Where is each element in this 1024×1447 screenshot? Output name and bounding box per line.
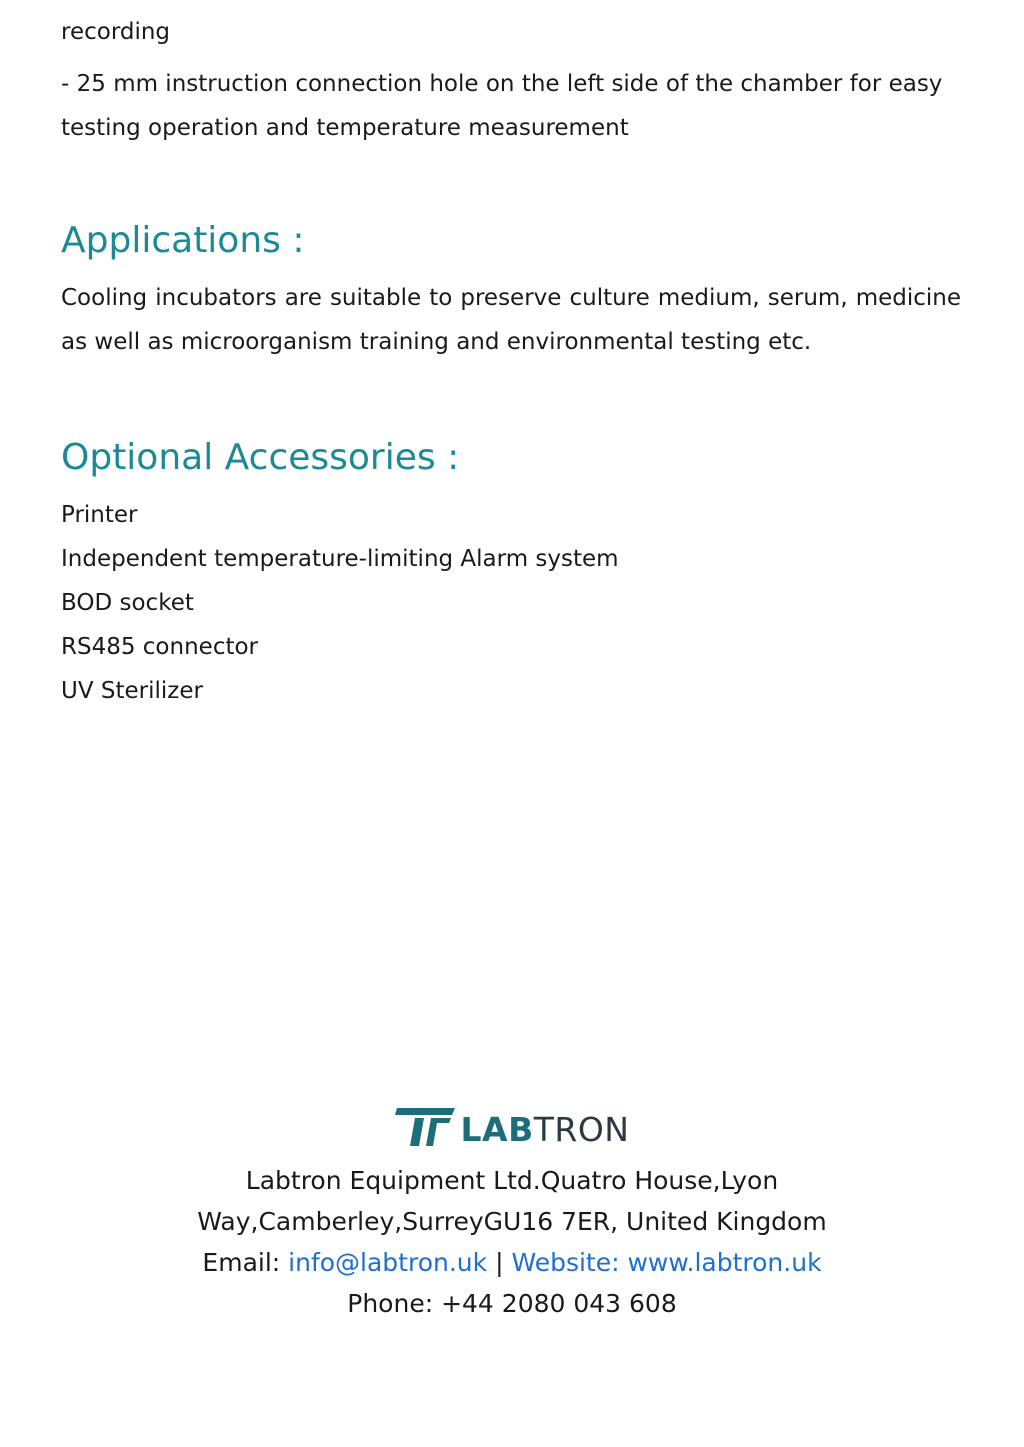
company-footer [0, 1100, 1024, 1324]
accessory-item: BOD socket [61, 590, 194, 616]
accessories-list [61, 493, 961, 713]
feature-recording-line: recording [61, 19, 171, 45]
applications-heading: Applications : [61, 220, 305, 261]
applications-text: Cooling incubators are suitable to preserve culture medium, serum, medicine as well as microorganism training and environmental testing etc. [61, 285, 961, 355]
accessory-item: Printer [61, 502, 138, 528]
address-line-1: Labtron Equipment Ltd.Quatro House,Lyon [245, 1166, 779, 1195]
main-content [61, 10, 961, 713]
logo-wordmark [461, 1112, 630, 1148]
labtron-logo [395, 1100, 630, 1148]
logo-wordmark-bold: LAB [460, 1110, 534, 1149]
logo-wordmark-rest: TRON [533, 1110, 630, 1149]
phone-line: Phone: +44 2080 043 608 [347, 1289, 677, 1318]
contact-line [0, 1242, 1024, 1283]
optional-accessories-heading: Optional Accessories : [61, 437, 460, 478]
email-label: Email: [202, 1248, 289, 1277]
accessory-item: RS485 connector [61, 634, 259, 660]
contact-separator: | [487, 1248, 512, 1277]
feature-connection-hole: - 25 mm instruction connection hole on the left side of the chamber for easy testing operation and temperature measurement [61, 71, 943, 141]
address-line-2: Way,Camberley,SurreyGU16 7ER, United Kingdom [197, 1207, 827, 1236]
email-link[interactable]: info@labtron.uk [288, 1248, 488, 1277]
accessory-item: Independent temperature-limiting Alarm system [61, 546, 619, 572]
accessory-item: UV Sterilizer [61, 678, 203, 704]
labtron-mark-icon [395, 1104, 457, 1148]
website-link[interactable]: Website: www.labtron.uk [511, 1248, 822, 1277]
